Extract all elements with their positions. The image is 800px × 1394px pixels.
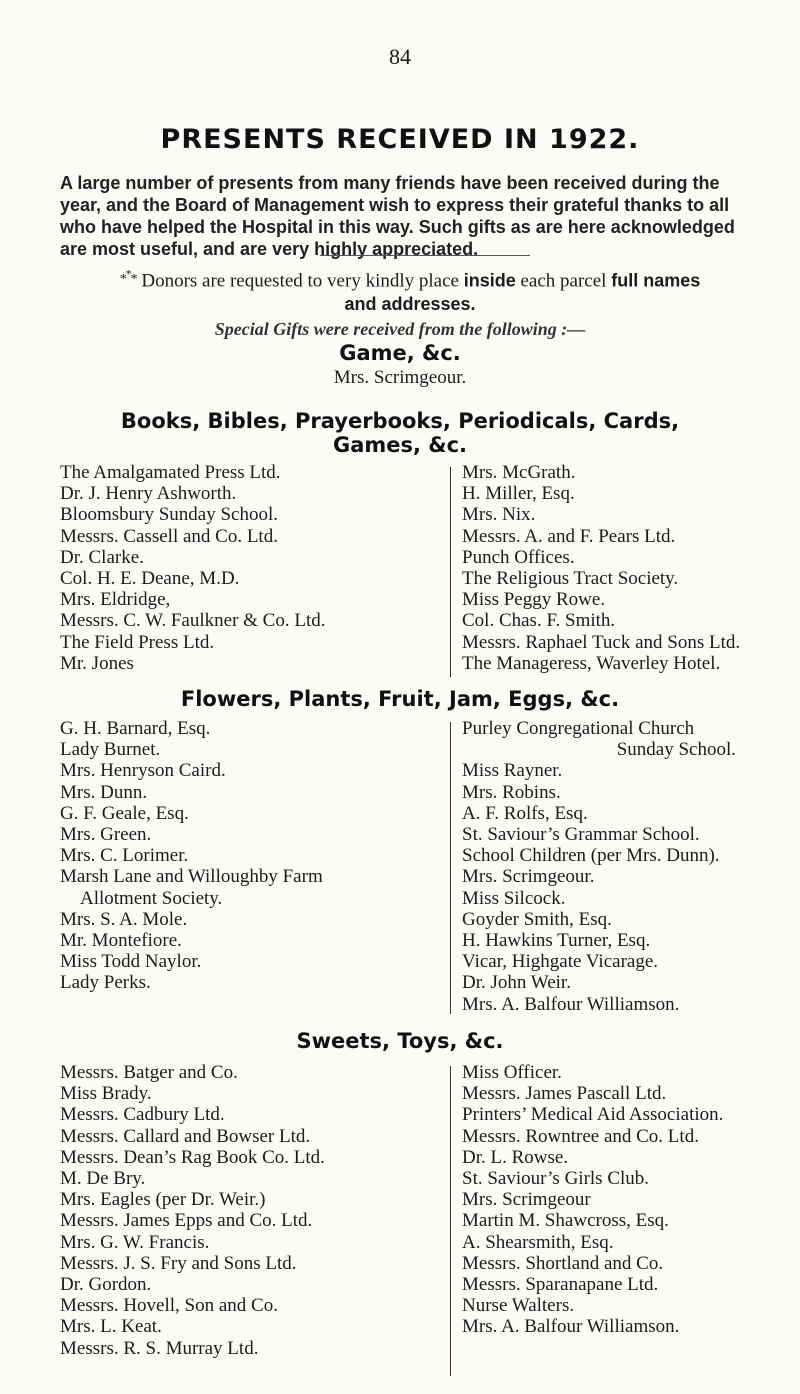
donor-name: Messrs. Raphael Tuck and Sons Ltd. bbox=[462, 631, 741, 653]
donor-name: Messrs. C. W. Faulkner & Co. Ltd. bbox=[60, 610, 326, 632]
donor-name: The Field Press Ltd. bbox=[60, 631, 215, 653]
donor-name: Messrs. Cadbury Ltd. bbox=[60, 1104, 225, 1126]
donor-name: Lady Burnet. bbox=[60, 739, 161, 761]
donor-name: The Manageress, Waverley Hotel. bbox=[462, 652, 721, 674]
donor-name: Messrs. Hovell, Son and Co. bbox=[60, 1295, 278, 1317]
donor-name: Mrs. Eldridge, bbox=[60, 589, 171, 611]
donor-name: Nurse Walters. bbox=[462, 1295, 575, 1317]
heading-sweets: Sweets, Toys, &c. bbox=[296, 1029, 504, 1053]
donor-name: Miss Peggy Rowe. bbox=[462, 589, 606, 611]
donor-name: Vicar, Highgate Vicarage. bbox=[462, 951, 659, 973]
donor-name: Printers’ Medical Aid Association. bbox=[462, 1104, 724, 1126]
donor-name: A. Shearsmith, Esq. bbox=[462, 1231, 614, 1253]
donor-name: Miss Rayner. bbox=[462, 760, 563, 782]
column-divider bbox=[450, 1066, 451, 1376]
donor-name: Mrs. L. Keat. bbox=[60, 1316, 162, 1338]
intro-paragraph: A large number of presents from many friends have been received during the year, and the Board of Management wish to express their grateful thanks to all who have helped the Hospital in this way. Such gifts as are here acknowledged are most useful, and are very highly appreciated. bbox=[60, 173, 735, 259]
donor-name: Mrs. S. A. Mole. bbox=[60, 908, 188, 930]
special-gifts-line: Special Gifts were received from the following :— bbox=[214, 319, 586, 339]
heading-books-cont: Games, &c. bbox=[332, 433, 468, 457]
donor-name: M. De Bry. bbox=[60, 1168, 146, 1190]
donor-name: A. F. Rolfs, Esq. bbox=[462, 802, 588, 824]
donor-name: Mrs. A. Balfour Williamson. bbox=[462, 1316, 680, 1338]
donor-name: St. Saviour’s Girls Club. bbox=[462, 1168, 650, 1190]
column-divider bbox=[450, 722, 451, 1014]
donor-name: Mrs. McGrath. bbox=[462, 462, 576, 483]
heading-books: Books, Bibles, Prayerbooks, Periodicals, Cards, bbox=[120, 409, 680, 433]
flowers-right-list bbox=[462, 718, 762, 1015]
donor-name: Mrs. Nix. bbox=[462, 504, 536, 526]
donor-name: Dr. John Weir. bbox=[462, 972, 571, 994]
donor-name: Lady Perks. bbox=[60, 972, 151, 994]
page-title: PRESENTS RECEIVED IN 1922. bbox=[160, 124, 640, 155]
column-divider bbox=[450, 467, 451, 677]
donor-name: Messrs. Shortland and Co. bbox=[462, 1252, 664, 1274]
donor-name: The Amalgamated Press Ltd. bbox=[60, 462, 281, 483]
donor-name: School Children (per Mrs. Dunn). bbox=[462, 845, 720, 867]
donor-name: Mr. Jones bbox=[60, 652, 134, 674]
flowers-left-list bbox=[60, 718, 323, 994]
donor-name: Miss Todd Naylor. bbox=[60, 951, 202, 973]
donor-name: Mrs. Eagles (per Dr. Weir.) bbox=[60, 1189, 266, 1211]
donor-name: Marsh Lane and Willoughby Farm bbox=[60, 866, 323, 888]
donors-note: *** Donors are requested to very kindly place inside each parcel full names and addresses. bbox=[119, 267, 701, 314]
donor-name: Purley Congregational Church bbox=[462, 718, 695, 739]
donor-name: Sunday School. bbox=[616, 739, 736, 761]
books-left-list bbox=[60, 462, 325, 674]
donor-name: Miss Silcock. bbox=[462, 887, 566, 909]
donor-name: Mrs. Green. bbox=[60, 824, 152, 846]
donor-name: Messrs. R. S. Murray Ltd. bbox=[60, 1337, 259, 1359]
heading-flowers: Flowers, Plants, Fruit, Jam, Eggs, &c. bbox=[180, 687, 620, 711]
donor-name: St. Saviour’s Grammar School. bbox=[462, 824, 700, 846]
donor-name: Punch Offices. bbox=[462, 546, 575, 568]
donor-name: Mrs. Dunn. bbox=[60, 781, 148, 803]
donor-name: Mr. Montefiore. bbox=[60, 930, 182, 952]
donor-name: H. Hawkins Turner, Esq. bbox=[462, 930, 651, 952]
donor-name: Mrs. A. Balfour Williamson. bbox=[462, 993, 680, 1015]
donor-name: Martin M. Shawcross, Esq. bbox=[462, 1210, 669, 1232]
asterism-icon: *** bbox=[119, 267, 137, 287]
donor-name: Messrs. Batger and Co. bbox=[60, 1062, 238, 1083]
donor-name: Messrs. Rowntree and Co. Ltd. bbox=[462, 1125, 699, 1147]
donor-name: Messrs. Dean’s Rag Book Co. Ltd. bbox=[60, 1146, 325, 1168]
donor-name: G. F. Geale, Esq. bbox=[60, 802, 189, 824]
donor-name: Mrs. C. Lorimer. bbox=[60, 845, 189, 867]
donor-name: Mrs. G. W. Francis. bbox=[60, 1231, 210, 1253]
donor-name: Dr. Clarke. bbox=[60, 546, 144, 568]
donor-name: Goyder Smith, Esq. bbox=[462, 908, 612, 930]
donor-name: Dr. Gordon. bbox=[60, 1274, 152, 1296]
donor-name: G. H. Barnard, Esq. bbox=[60, 718, 211, 739]
donor-name: Allotment Society. bbox=[80, 887, 223, 909]
donor-name: Col. H. E. Deane, M.D. bbox=[60, 568, 240, 590]
donor-name: Messrs. Sparanapane Ltd. bbox=[462, 1274, 659, 1296]
game-donor: Mrs. Scrimgeour. bbox=[333, 367, 467, 388]
donor-name: Miss Officer. bbox=[462, 1062, 562, 1083]
sweets-left-list bbox=[60, 1062, 325, 1359]
divider-rule bbox=[320, 255, 530, 256]
donor-name: The Religious Tract Society. bbox=[462, 568, 679, 590]
donor-name: Miss Brady. bbox=[60, 1083, 152, 1105]
heading-game: Game, &c. bbox=[339, 341, 461, 365]
donor-name: Messrs. A. and F. Pears Ltd. bbox=[462, 525, 676, 547]
donor-name: H. Miller, Esq. bbox=[462, 483, 575, 505]
donor-name: Mrs. Scrimgeour bbox=[462, 1189, 591, 1211]
sweets-right-list bbox=[462, 1062, 723, 1338]
books-right-list bbox=[462, 462, 740, 674]
donor-name: Messrs. J. S. Fry and Sons Ltd. bbox=[60, 1252, 297, 1274]
donor-name: Dr. L. Rowse. bbox=[462, 1146, 569, 1168]
donor-name: Dr. J. Henry Ashworth. bbox=[60, 483, 237, 505]
donor-name: Col. Chas. F. Smith. bbox=[462, 610, 616, 632]
donor-name: Mrs. Scrimgeour. bbox=[462, 866, 595, 888]
donor-name: Bloomsbury Sunday School. bbox=[60, 504, 278, 526]
donor-name: Messrs. Callard and Bowser Ltd. bbox=[60, 1125, 311, 1147]
donor-name: Mrs. Robins. bbox=[462, 781, 561, 803]
donor-name: Mrs. Henryson Caird. bbox=[60, 760, 226, 782]
donor-name: Messrs. James Epps and Co. Ltd. bbox=[60, 1210, 313, 1232]
page-number: 84 bbox=[389, 44, 411, 69]
donor-name: Messrs. James Pascall Ltd. bbox=[462, 1083, 667, 1105]
donor-name: Messrs. Cassell and Co. Ltd. bbox=[60, 525, 278, 547]
